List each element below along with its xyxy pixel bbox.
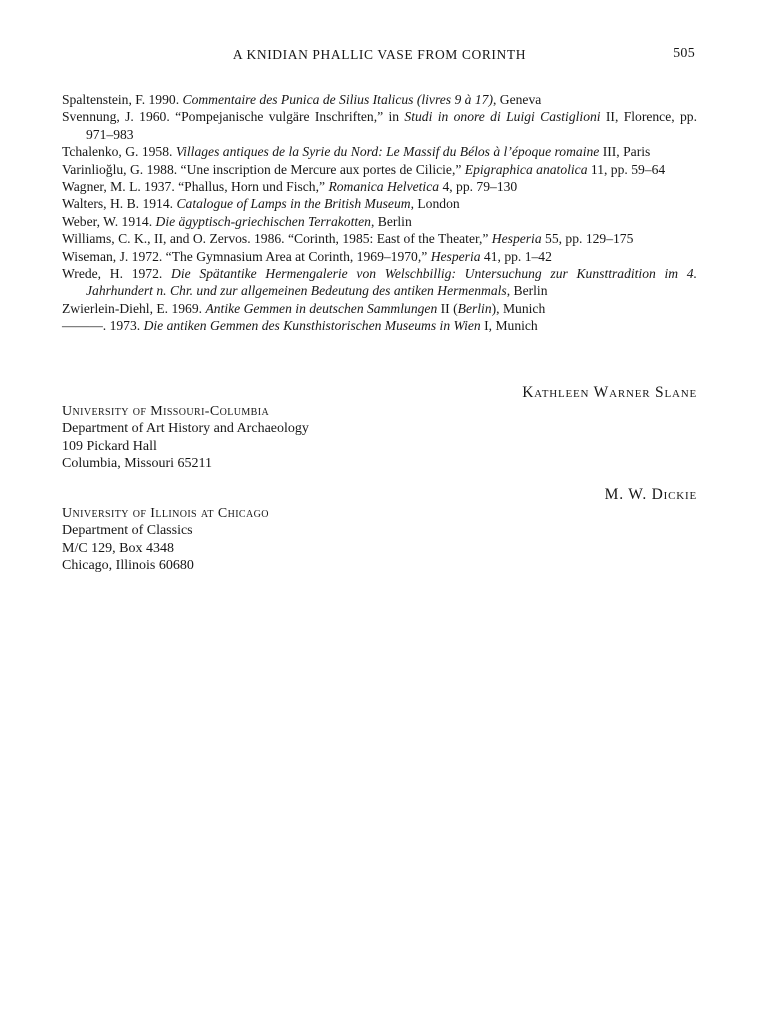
reference-text: Wiseman, J. 1972. “The Gymnasium Area at Corinth, 1969–1970,” <box>62 248 431 264</box>
reference-text: II ( <box>437 300 458 316</box>
author-block <box>62 486 697 575</box>
reference-entry <box>62 91 697 108</box>
reference-text: 41, pp. 1–42 <box>480 248 552 264</box>
author-institution: University of Missouri-Columbia <box>62 403 270 419</box>
reference-text: III, Paris <box>599 144 651 160</box>
reference-text: Spaltenstein, F. 1990. <box>62 92 183 107</box>
reference-entry <box>62 213 697 230</box>
reference-text: , London <box>410 196 460 212</box>
reference-text: II, Florence, pp. 971–983 <box>86 109 697 142</box>
author-name: M. W. Dickie <box>604 485 697 503</box>
reference-text: , Berlin <box>370 213 412 229</box>
reference-text: ———. 1973. <box>62 318 144 334</box>
reference-entry <box>62 265 697 300</box>
author-address-line: Department of Classics <box>62 523 193 539</box>
reference-text: , Geneva <box>492 92 542 107</box>
reference-work-title: Catalogue of Lamps in the British Museum <box>176 196 411 212</box>
reference-entry <box>62 161 697 178</box>
reference-text: 55, pp. 129–175 <box>541 231 634 247</box>
author-address-line: 109 Pickard Hall <box>62 438 157 454</box>
author-address-line: Columbia, Missouri 65211 <box>62 456 212 472</box>
reference-text: 11, pp. 59–64 <box>587 161 666 177</box>
reference-work-title: Die antiken Gemmen des Kunsthistorischen Museums in Wien <box>143 318 481 334</box>
reference-work-title: Hesperia <box>491 231 542 247</box>
reference-text: Varinlioğlu, G. 1988. “Une inscription de Mercure aux portes de Cilicie,” <box>62 161 465 177</box>
reference-work-title: Die ägyptisch-griechischen Terrakotten <box>155 213 371 229</box>
reference-work-title: Villages antiques de la Syrie du Nord: Le Massif du Bélos à l’époque romaine <box>175 144 600 160</box>
reference-entry <box>62 178 697 195</box>
reference-text: Weber, W. 1914. <box>62 213 156 229</box>
reference-text: , Berlin <box>506 283 548 299</box>
author-address-line: Department of Art History and Archaeology <box>62 421 309 437</box>
reference-entry <box>62 317 697 334</box>
authors-section <box>62 384 697 575</box>
author-block <box>62 384 697 473</box>
reference-work-title: Epigraphica anatolica <box>464 161 588 177</box>
reference-text: ), Munich <box>491 300 546 316</box>
running-head <box>62 46 697 64</box>
author-address-line: Chicago, Illinois 60680 <box>62 558 194 574</box>
reference-entry <box>62 248 697 265</box>
reference-work-title: Berlin <box>457 300 492 316</box>
reference-text: 4, pp. 79–130 <box>439 179 518 195</box>
reference-text: Svennung, J. 1960. “Pompejanische vulgäre Inschriften,” in <box>62 109 405 125</box>
reference-work-title: Hesperia <box>430 248 481 264</box>
reference-text: Tchalenko, G. 1958. <box>62 144 176 160</box>
author-institution: University of Illinois at Chicago <box>62 505 269 521</box>
reference-entry <box>62 195 697 212</box>
reference-entry <box>62 108 697 143</box>
reference-work-title: Die Spätantike Hermengalerie von Welschbillig: Untersuchung zur Kunsttradition im 4. Jahrhundert n. Chr. und zur allgemeinen Bedeutung des antiken Hermenmals <box>86 266 698 299</box>
reference-entry <box>62 230 697 247</box>
reference-list <box>62 91 697 335</box>
reference-work-title: Antike Gemmen in deutschen Sammlungen <box>205 300 438 316</box>
author-address-line: M/C 129, Box 4348 <box>62 540 175 556</box>
reference-text: Walters, H. B. 1914. <box>62 196 177 212</box>
reference-text: I, Munich <box>480 318 538 334</box>
reference-entry <box>62 300 697 317</box>
reference-text: Williams, C. K., II, and O. Zervos. 1986. “Corinth, 1985: East of the Theater,” <box>62 231 492 247</box>
author-name: Kathleen Warner Slane <box>522 383 697 401</box>
reference-text: Wagner, M. L. 1937. “Phallus, Horn und Fisch,” <box>62 179 329 195</box>
reference-work-title: Romanica Helvetica <box>328 179 440 195</box>
reference-work-title: Studi in onore di Luigi Castiglioni <box>404 109 601 125</box>
reference-text: Wrede, H. 1972. <box>62 266 171 282</box>
reference-entry <box>62 143 697 160</box>
reference-text: Zwierlein-Diehl, E. 1969. <box>62 300 206 316</box>
page-title: A KNIDIAN PHALLIC VASE FROM CORINTH <box>232 47 527 62</box>
page-number: 505 <box>673 46 695 61</box>
reference-work-title: Commentaire des Punica de Silius Italicus (livres 9 à 17) <box>182 92 493 107</box>
